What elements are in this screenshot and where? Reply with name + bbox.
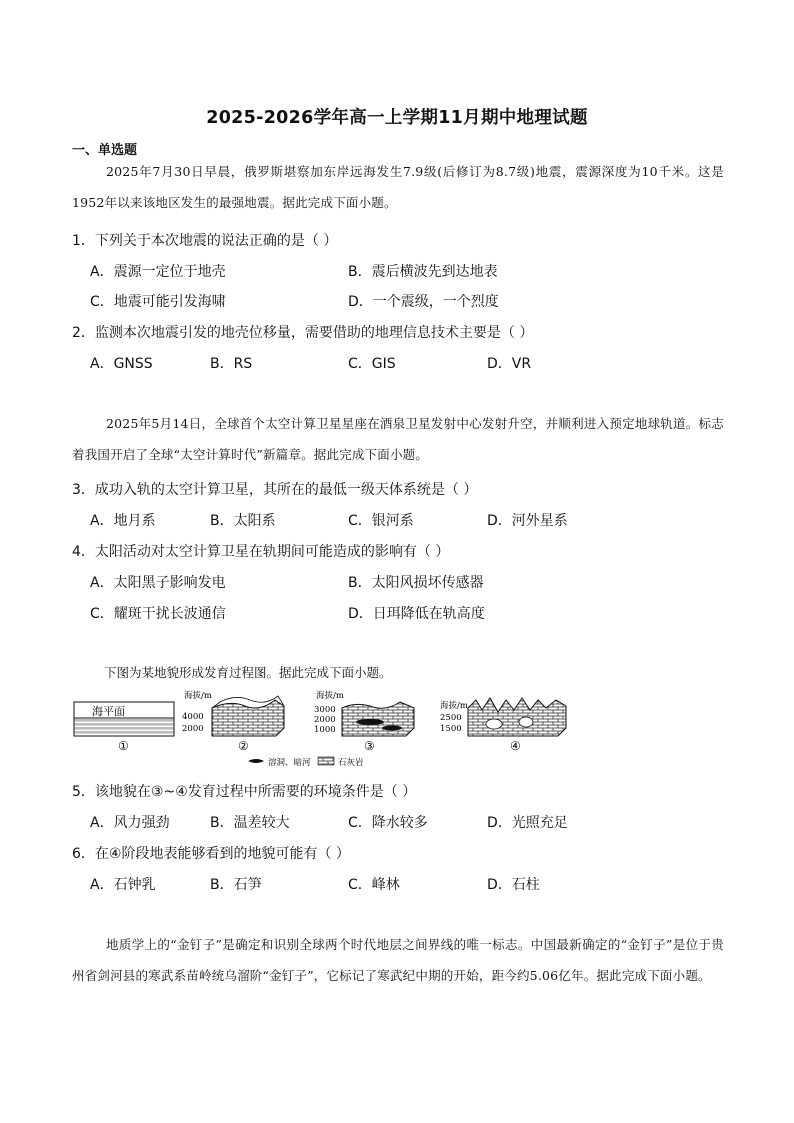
question-6: 6．在④阶段地表能够看到的地貌可能有（ ） — [72, 846, 350, 862]
q1-option-a[interactable]: A．震源一定位于地壳 — [90, 264, 226, 280]
question-2: 2．监测本次地震引发的地壳位移量，需要借助的地理信息技术主要是（ ） — [72, 325, 534, 341]
stage-3-tick-3000: 3000 — [314, 705, 336, 715]
stage-4-tick-2500: 2500 — [440, 713, 462, 723]
q3-option-b[interactable]: B．太阳系 — [210, 513, 276, 529]
q1-option-d[interactable]: D．一个震级，一个烈度 — [348, 294, 499, 310]
stage-2-axis-label: 海拔/m — [184, 691, 212, 701]
legend-cave-label: 溶洞、暗河 — [268, 758, 311, 768]
passage-3: 下图为某地貌形成发育过程图。据此完成下面小题。 — [104, 665, 392, 680]
question-4: 4．太阳活动对太空计算卫星在轨期间可能造成的影响有（ ） — [72, 544, 450, 560]
section-heading: 一、单选题 — [72, 143, 138, 158]
q3-option-a[interactable]: A．地月系 — [90, 513, 156, 529]
q6-option-b[interactable]: B．石笋 — [210, 877, 262, 893]
stage-4-tick-1500: 1500 — [440, 724, 462, 734]
stage-4-label: ④ — [510, 739, 521, 753]
q1-option-b[interactable]: B．震后横波先到达地表 — [348, 264, 498, 280]
stage-3-tick-1000: 1000 — [314, 725, 336, 735]
stage-2-label: ② — [238, 739, 249, 753]
passage-2: 2025年5月14日，全球首个太空计算卫星星座在酒泉卫星发射中心发射升空，并顺利进入预定地球轨道。标志着我国开启了全球“太空计算时代”新篇章。据此完成下面小题。 — [72, 416, 724, 462]
stage-3-panel — [314, 690, 414, 753]
q2-option-d[interactable]: D．VR — [487, 356, 532, 372]
question-5: 5．该地貌在③~④发育过程中所需要的环境条件是（ ） — [72, 784, 417, 800]
legend-limestone-label: 石灰岩 — [338, 758, 364, 768]
q2-option-b[interactable]: B．RS — [210, 356, 253, 372]
q5-option-a[interactable]: A．风力强劲 — [90, 815, 170, 831]
question-1: 1．下列关于本次地震的说法正确的是（ ） — [72, 233, 338, 249]
q4-option-a[interactable]: A．太阳黑子影响发电 — [90, 575, 226, 591]
page-title: 2025-2026学年高一上学期11月期中地理试题 — [206, 108, 588, 128]
question-3: 3．成功入轨的太空计算卫星，其所在的最低一级天体系统是（ ） — [72, 482, 478, 498]
q4-option-d[interactable]: D．日珥降低在轨高度 — [348, 606, 485, 622]
limestone-legend-icon — [318, 757, 334, 765]
stage-3-label: ③ — [364, 739, 375, 753]
q6-option-c[interactable]: C．峰林 — [348, 877, 400, 893]
stage-3-tick-2000: 2000 — [314, 715, 336, 725]
stage-2-tick-2000: 2000 — [182, 724, 204, 734]
stage-2-tick-4000: 4000 — [182, 712, 204, 722]
q3-option-c[interactable]: C．银河系 — [348, 513, 414, 529]
q6-option-a[interactable]: A．石钟乳 — [90, 877, 156, 893]
q5-option-d[interactable]: D．光照充足 — [487, 815, 568, 831]
q6-option-d[interactable]: D．石柱 — [487, 877, 540, 893]
figure-legend — [248, 757, 364, 768]
stage-2-panel — [182, 690, 284, 753]
stage-4-panel — [440, 698, 566, 753]
q5-option-c[interactable]: C．降水较多 — [348, 815, 428, 831]
q3-option-d[interactable]: D．河外星系 — [487, 513, 568, 529]
q4-option-b[interactable]: B．太阳风损坏传感器 — [348, 575, 484, 591]
stage-1-panel — [74, 702, 174, 753]
karst-process-figure — [70, 686, 590, 772]
sea-level-label: 海平面 — [92, 705, 125, 718]
passage-4: 地质学上的“金钉子”是确定和识别全球两个时代地层之间界线的唯一标志。中国最新确定的“金钉子”是位于贵州省剑河县的寒武系苗岭统乌溜阶“金钉子”，它标记了寒武纪中期的开始，距今约5.06亿年。据此完成下面小题。 — [72, 937, 724, 983]
q2-option-c[interactable]: C．GIS — [348, 356, 396, 372]
stage-1-label: ① — [118, 739, 129, 753]
q2-option-a[interactable]: A．GNSS — [90, 356, 153, 372]
q4-option-c[interactable]: C．耀斑干扰长波通信 — [90, 606, 226, 622]
cave-legend-icon — [248, 759, 264, 763]
stage-3-axis-label: 海拔/m — [316, 691, 344, 701]
q5-option-b[interactable]: B．温差较大 — [210, 815, 290, 831]
q1-option-c[interactable]: C．地震可能引发海啸 — [90, 294, 226, 310]
passage-1: 2025年7月30日早晨，俄罗斯堪察加东岸远海发生7.9级(后修订为8.7级)地震，震源深度为10千米。这是1952年以来该地区发生的最强地震。据此完成下面小题。 — [72, 164, 724, 210]
stage-4-axis-label: 海拔/m — [440, 701, 468, 711]
